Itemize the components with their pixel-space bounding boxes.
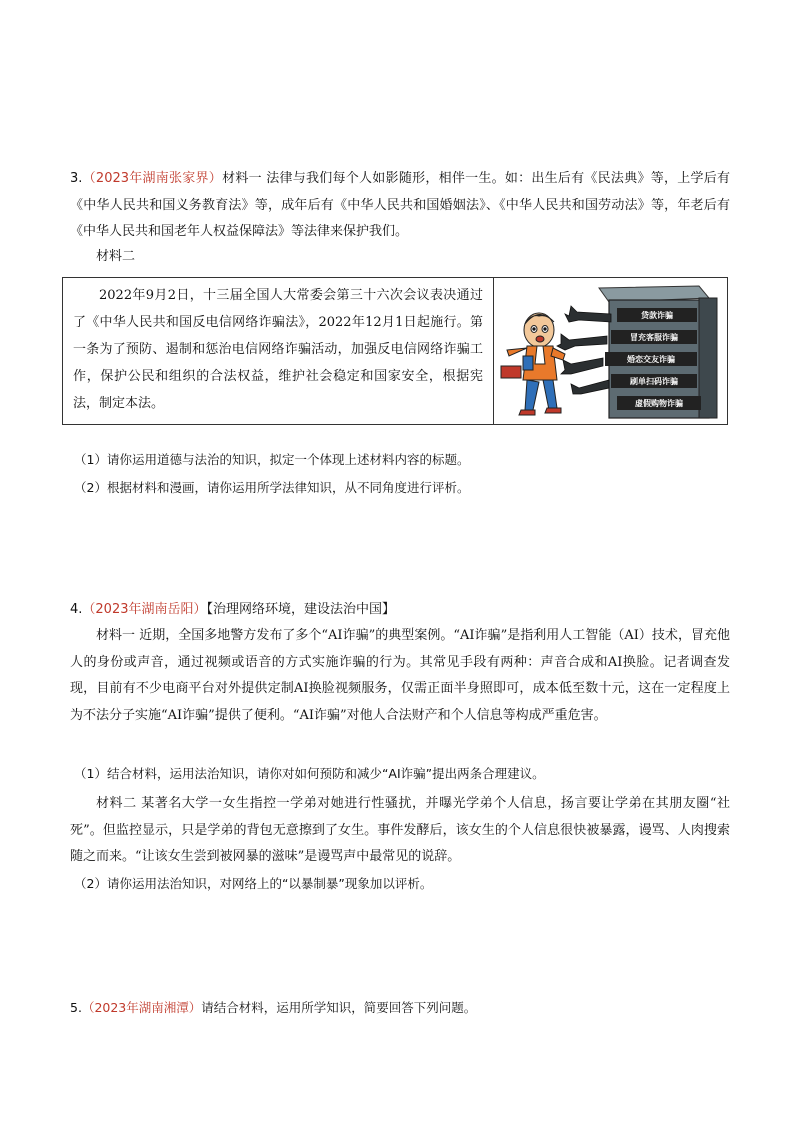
q3-intro: [70, 166, 730, 246]
q3-source: （2023年湖南张家界）: [82, 171, 223, 186]
q4-theme: 【治理网络环境，建设法治中国】: [206, 602, 396, 617]
box-divider: [493, 278, 494, 424]
q5-number: 5.: [70, 1000, 82, 1015]
q5-text: 请结合材料，运用所学知识，简要回答下列问题。: [201, 1000, 477, 1015]
q5-source: （2023年湖南湘潭）: [81, 1000, 202, 1015]
material2-box: [62, 277, 728, 425]
fraud-cartoon-image: [499, 284, 725, 420]
q3-sub2: （2）根据材料和漫画，请你运用所学法律知识，从不同角度进行评析。: [74, 480, 470, 495]
cartoon-label-4: 刷单扫码诈骗: [630, 377, 678, 386]
q3-material2-label: 材料二: [96, 249, 136, 264]
cartoon-label-1: 贷款诈骗: [641, 311, 673, 320]
material2-text: 2022年9月2日，十三届全国人大常委会第三十六次会议表决通过了《中华人民共和国反电信网络诈骗法》，2022年12月1日起施行。第一条为了预防、遏制和惩治电信网络诈骗活动，加强反电信网络诈骗工作，保护公民和组织的合法权益，维护社会稳定和国家安全，根据宪法，制定本法。: [73, 288, 483, 411]
q3-material1: 材料一 法律与我们每个人如影随形，相伴一生。如：出生后有《民法典》等，上学后有《中华人民共和国义务教育法》等，成年后有《中华人民共和国婚姻法》、《中华人民共和国劳动法》等，年老后有《中华人民共和国老年人权益保障法》等法律来保护我们。: [70, 171, 730, 239]
q3-sub1: （1）请你运用道德与法治的知识，拟定一个体现上述材料内容的标题。: [74, 452, 470, 467]
q4-material2: 材料二 某著名大学一女生指控一学弟对她进行性骚扰，并曝光学弟个人信息，扬言要让学弟在其朋友圈“社死”。但监控显示，只是学弟的背包无意擦到了女生。事件发酵后，该女生的个人信息很快被暴露，谩骂、人肉搜索随之而来。“让该女生尝到被网暴的滋味”是谩骂声中最常见的说辞。: [70, 796, 730, 864]
q5-header: [70, 995, 730, 1022]
q4-source: （2023年湖南岳阳）: [82, 602, 207, 617]
q3-number: 3.: [70, 171, 83, 186]
q4-material1: 材料一 近期，全国多地警方发布了多个“AI诈骗”的典型案例。“AI诈骗”是指利用人工智能（AI）技术，冒充他人的身份或声音，通过视频或语音的方式实施诈骗的行为。其常见手段有两种：声音合成和AI换脸。记者调查发现，目前有不少电商平台对外提供定制AI换脸视频服务，仅需正面半身照即可，成本低至数十元，这在一定程度上为不法分子实施“AI诈骗”提供了便利。“AI诈骗”对他人合法财产和个人信息等构成严重危害。: [70, 628, 730, 723]
q4-number: 4.: [70, 602, 83, 617]
q4-sub1: （1）结合材料，运用法治知识，请你对如何预防和减少“AI诈骗”提出两条合理建议。: [74, 766, 545, 781]
q4-header: [70, 597, 730, 624]
q4-sub2: （2）请你运用法治知识，对网络上的“以暴制暴”现象加以评析。: [74, 876, 433, 891]
cartoon-label-2: 冒充客服诈骗: [630, 333, 678, 342]
cartoon-label-3: 婚恋交友诈骗: [627, 355, 675, 364]
cartoon-label-5: 虚假购物诈骗: [635, 399, 683, 408]
